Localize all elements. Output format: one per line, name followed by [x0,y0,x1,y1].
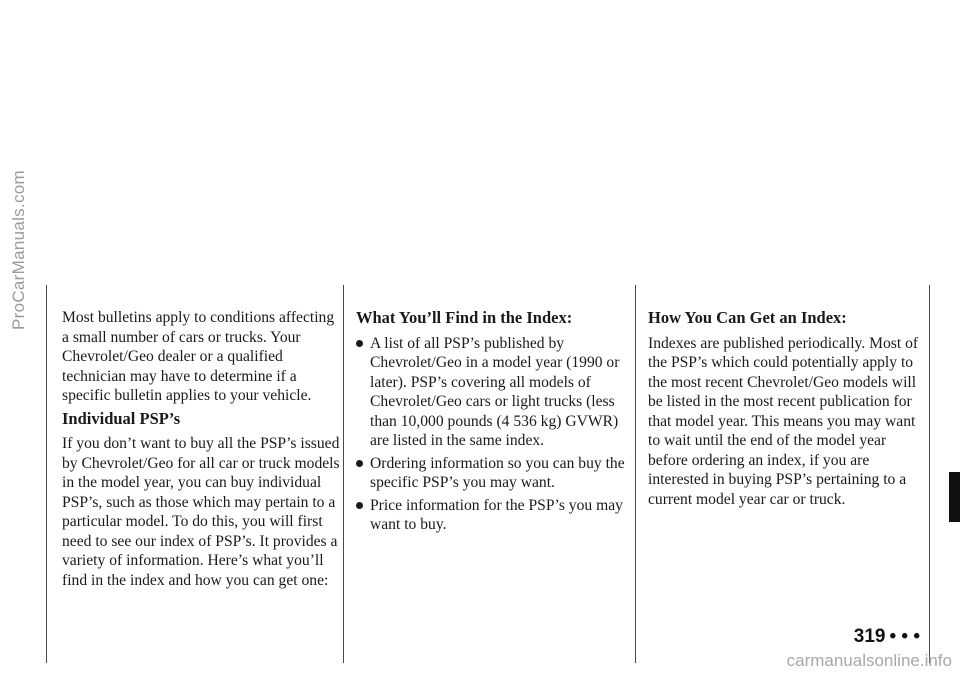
individual-psps-heading: Individual PSP’s [62,408,181,428]
get-index-text: Indexes are published periodically. Most of the PSP’s which could potentially apply to the most recent Chevrolet/Geo models will be listed in the most recent publication for that model year. This means you may want to wait until the end of the model year before ordering an index, if you are interested in buying PSP’s pertaining to a current model year car or truck. [648,334,919,508]
individual-psps-text: If you don’t want to buy all the PSP’s issued by Chevrolet/Geo for all car or truck models in the model year, you can buy individual PSP’s, such as those which may pertain to a particular model. To do this, you will first need to see our index of PSP’s. It provides a variety of information. Here’s what you’ll find in the index and how you can get one: [62,435,340,589]
list-item [356,496,628,535]
list-item-text: A list of all PSP’s published by Chevrolet/Geo in a model year (1990 or later). PSP’s covering all models of Chevrolet/Geo cars or light trucks (less than 10,000 pounds (4 536 kg) GVWR) are listed in the same index. [370,334,620,449]
side-watermark-text: ProCarManuals.com [9,169,29,331]
side-watermark [6,40,32,460]
page-number-value: 319 [853,626,886,647]
column-index-contents [356,308,628,538]
list-item-text: Price information for the PSP’s you may want to buy. [370,496,623,533]
column-rule-left [46,285,47,663]
column-rule-edge [929,285,930,663]
bottom-watermark: carmanualsonline.info [786,651,952,670]
page-dots: • • • [889,626,920,647]
list-item [356,454,628,493]
column-get-index [648,308,924,509]
column-rule-middle [343,285,344,663]
page-number [854,626,920,648]
column-rule-right [635,285,636,663]
bullet-icon [356,460,363,467]
list-item [356,334,628,451]
index-contents-heading: What You’ll Find in the Index: [356,308,573,327]
bulletins-intro-text: Most bulletins apply to conditions affecting a small number of cars or trucks. Your Chevrolet/Geo dealer or a qualified technician may have to determine if a specific bulletin applies to your vehicle. [62,309,335,404]
bullet-icon [356,502,363,509]
bullet-icon [356,340,363,347]
list-item-text: Ordering information so you can buy the specific PSP’s you may want. [370,454,625,491]
section-tab-marker [949,472,960,522]
get-index-heading: How You Can Get an Index: [648,308,847,327]
column-bulletins [62,308,340,590]
index-contents-list [356,334,628,535]
